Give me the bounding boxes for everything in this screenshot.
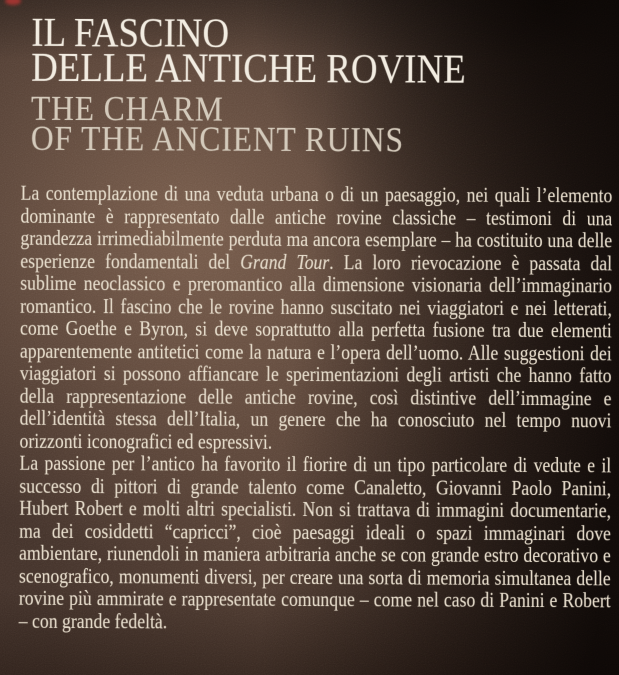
title-english-line-1: THE CHARM <box>30 88 224 129</box>
paragraph <box>19 452 612 635</box>
title-italian <box>31 8 466 92</box>
panel-body <box>19 182 613 635</box>
text-segment: La passione per l’antico ha favorito il fiorire di un tipo particolare di vedute e il successo di pittori di grande talento come Canaletto, Giovanni Paolo Panini, Hubert Robert e molti altri specialisti. Non si trattava di immagini documentarie, ma dei cosiddetti “capricci”, cioè paesaggi ideali o spazi immaginari dove ambientare, riunendoli in maniera arbitraria anche se con grande estro decorativo e scenografico, monumenti diversi, per creare una sorta di memoria simultanea delle rovine più ammirate e rappresentate comunque – come nel caso di Panini e Robert – con grande fedeltà. <box>18 450 612 633</box>
panel-header <box>30 8 466 160</box>
title-english-line-2: OF THE ANCIENT RUINS <box>30 118 404 160</box>
text-segment: La contemplazione di una veduta urbana o di un paesaggio, nei quali l’elemento dominante è rappresentato dalle antiche rovine classiche – testimoni di una grandezza irrimediabilmente perduta ma ancora esemplare – ha costituito una delle esperienze fondamentali del <box>20 180 613 274</box>
paragraph <box>19 182 612 455</box>
title-english <box>30 88 466 160</box>
title-italian-line-2: DELLE ANTICHE ROVINE <box>31 43 466 92</box>
text-segment: . La loro rievocazione è passata dal sublime neoclassico e preromantico alla dimensione visionaria dell’immaginario romantico. Il fascino che le rovine hanno suscitato nei viaggiatori e nei letterati, come Goethe e Byron, si deve soprattutto alla perfetta fusione tra due elementi apparentemente antitetici come la natura e l’opera dell’uomo. Alle suggestioni dei viaggiatori si possono affiancare le sperimentazioni degli artisti che hanno fatto della rappresentazione delle antiche rovine, così distintive dell’immagine e dell’identità stessa dell’Italia, un genere che ha conosciuto nel tempo nuovi orizzonti iconografici ed espressivi. <box>19 249 613 454</box>
italic-text-segment: Grand Tour <box>240 249 330 274</box>
title-italian-line-1: IL FASCINO <box>31 8 230 56</box>
